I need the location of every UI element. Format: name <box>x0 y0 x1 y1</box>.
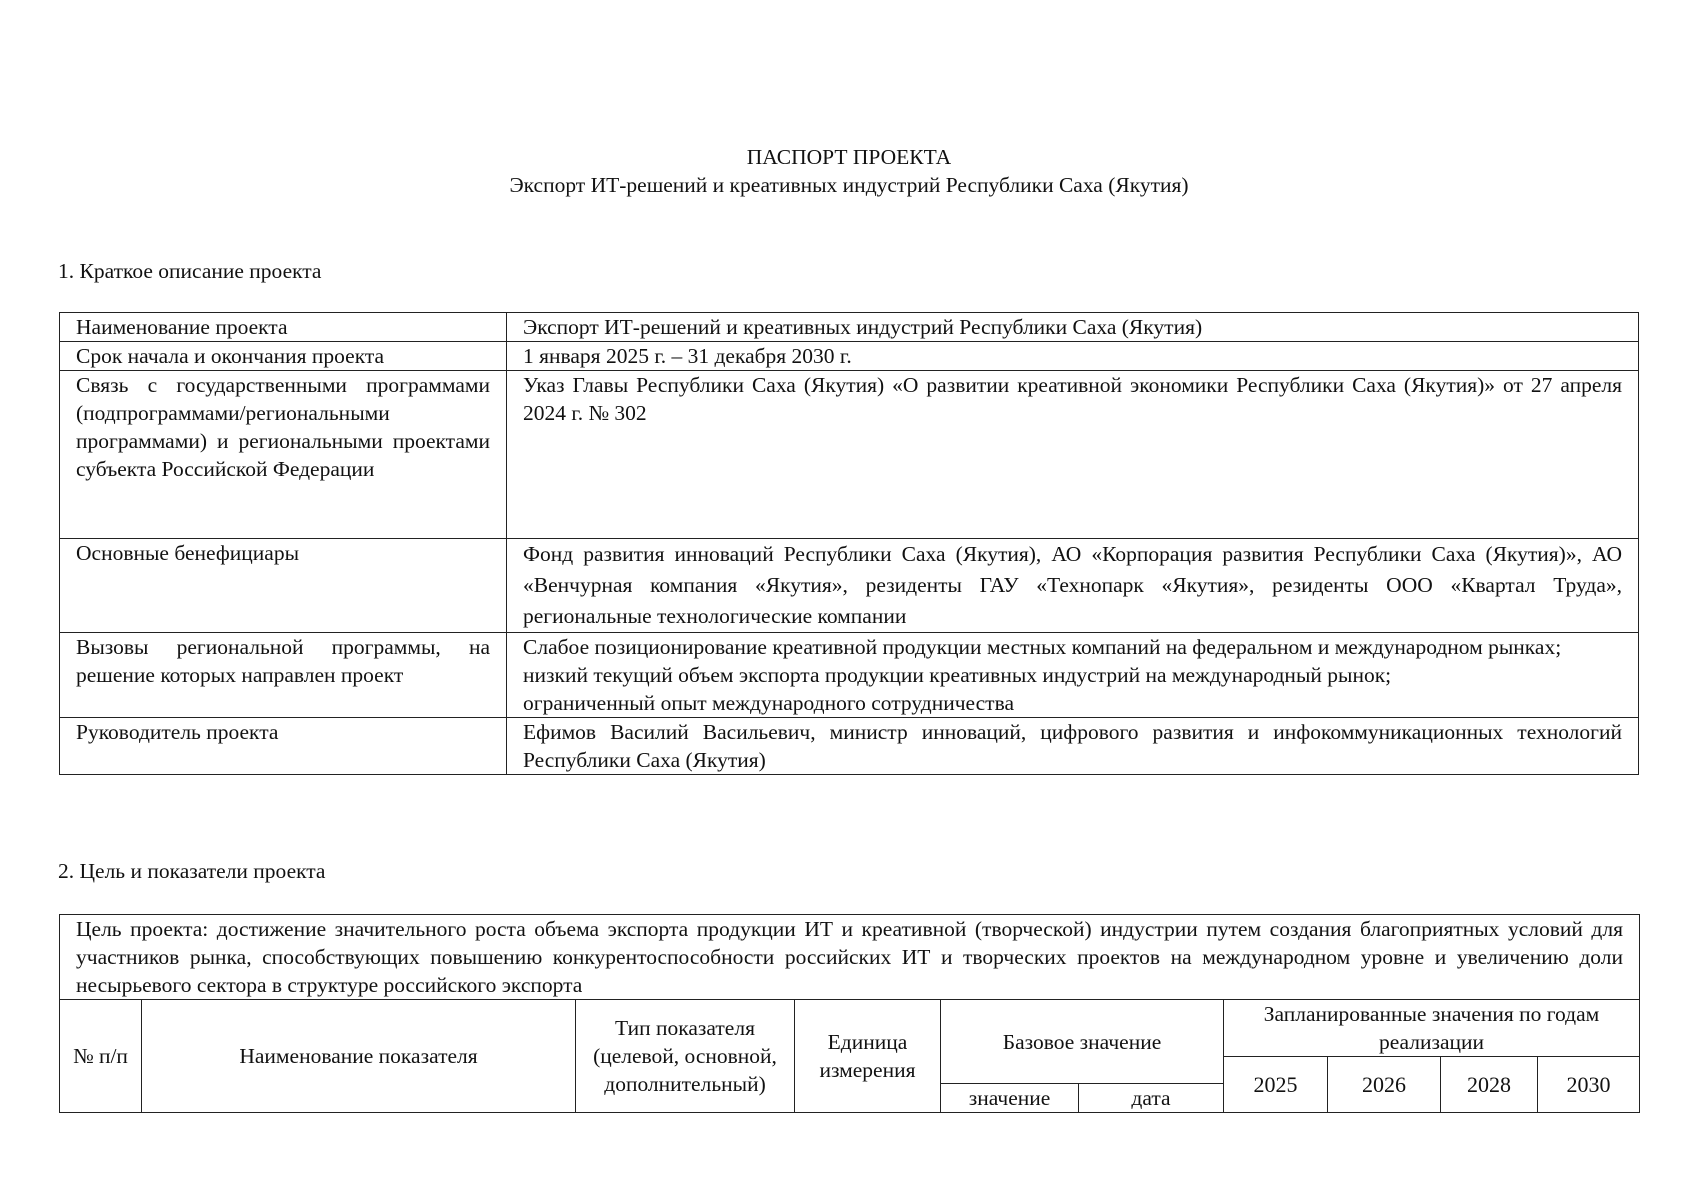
header-type: Тип показателя (целевой, основной, дополнительный) <box>576 1000 795 1113</box>
row-label: Вызовы региональной программы, на решение которых направлен проект <box>60 633 507 718</box>
header-base-date: дата <box>1079 1084 1224 1113</box>
goal-row <box>60 915 1640 1000</box>
title-block <box>0 143 1698 199</box>
section-1-heading: 1. Краткое описание проекта <box>58 259 322 283</box>
project-description-table <box>59 312 1639 775</box>
header-row <box>60 1000 1640 1057</box>
document-subtitle: Экспорт ИТ-решений и креативных индустрий Республики Саха (Якутия) <box>509 173 1189 197</box>
table-row <box>60 633 1639 718</box>
row-label: Наименование проекта <box>60 313 507 342</box>
row-value <box>507 633 1639 718</box>
table-row <box>60 342 1639 371</box>
row-label: Руководитель проекта <box>60 718 507 775</box>
document-title: ПАСПОРТ ПРОЕКТА <box>746 145 952 169</box>
header-name: Наименование показателя <box>142 1000 576 1113</box>
header-unit: Единица измерения <box>795 1000 941 1113</box>
row-value: Указ Главы Республики Саха (Якутия) «О развитии креативной экономики Республики Саха (Якутия)» от 27 апреля 2024 г. № 302 <box>507 371 1639 539</box>
table-row <box>60 718 1639 775</box>
header-year: 2030 <box>1538 1057 1640 1113</box>
row-value: 1 января 2025 г. – 31 декабря 2030 г. <box>507 342 1639 371</box>
row-label: Связь с государственными программами (подпрограммами/региональными программами) и региональными проектами субъекта Российской Федерации <box>60 371 507 539</box>
row-value: Фонд развития инноваций Республики Саха (Якутия), АО «Корпорация развития Республики Саха (Якутия)», АО «Венчурная компания «Якутия», резиденты ГАУ «Технопарк «Якутия», резиденты ООО «Квартал Труда», региональные технологические компании <box>507 539 1639 633</box>
table-row <box>60 371 1639 539</box>
header-base: Базовое значение <box>941 1000 1224 1084</box>
header-year: 2025 <box>1224 1057 1328 1113</box>
row-label: Срок начала и окончания проекта <box>60 342 507 371</box>
row-value: Экспорт ИТ-решений и креативных индустрий Республики Саха (Якутия) <box>507 313 1639 342</box>
table-row <box>60 313 1639 342</box>
header-year: 2028 <box>1441 1057 1538 1113</box>
row-label: Основные бенефициары <box>60 539 507 633</box>
project-goal: Цель проекта: достижение значительного роста объема экспорта продукции ИТ и креативной (творческой) индустрии путем создания благоприятных условий для участников рынка, способствующих повышению конкурентоспособности российских ИТ и творческих проектов на международном уровне и увеличению доли несырьевого сектора в структуре российского экспорта <box>60 915 1640 1000</box>
challenge-line: Слабое позиционирование креативной продукции местных компаний на федеральном и международном рынках; <box>523 635 1562 659</box>
header-year: 2026 <box>1328 1057 1441 1113</box>
table-row <box>60 539 1639 633</box>
header-num: № п/п <box>60 1000 142 1113</box>
row-value: Ефимов Василий Васильевич, министр инноваций, цифрового развития и инфокоммуникационных технологий Республики Саха (Якутия) <box>507 718 1639 775</box>
indicators-table <box>59 914 1640 1113</box>
challenge-line: низкий текущий объем экспорта продукции креативных индустрий на международный рынок; <box>523 663 1392 687</box>
header-planned: Запланированные значения по годам реализации <box>1224 1000 1640 1057</box>
challenge-line: ограниченный опыт международного сотрудничества <box>523 691 1014 715</box>
section-2-heading: 2. Цель и показатели проекта <box>58 859 326 883</box>
header-base-value: значение <box>941 1084 1079 1113</box>
